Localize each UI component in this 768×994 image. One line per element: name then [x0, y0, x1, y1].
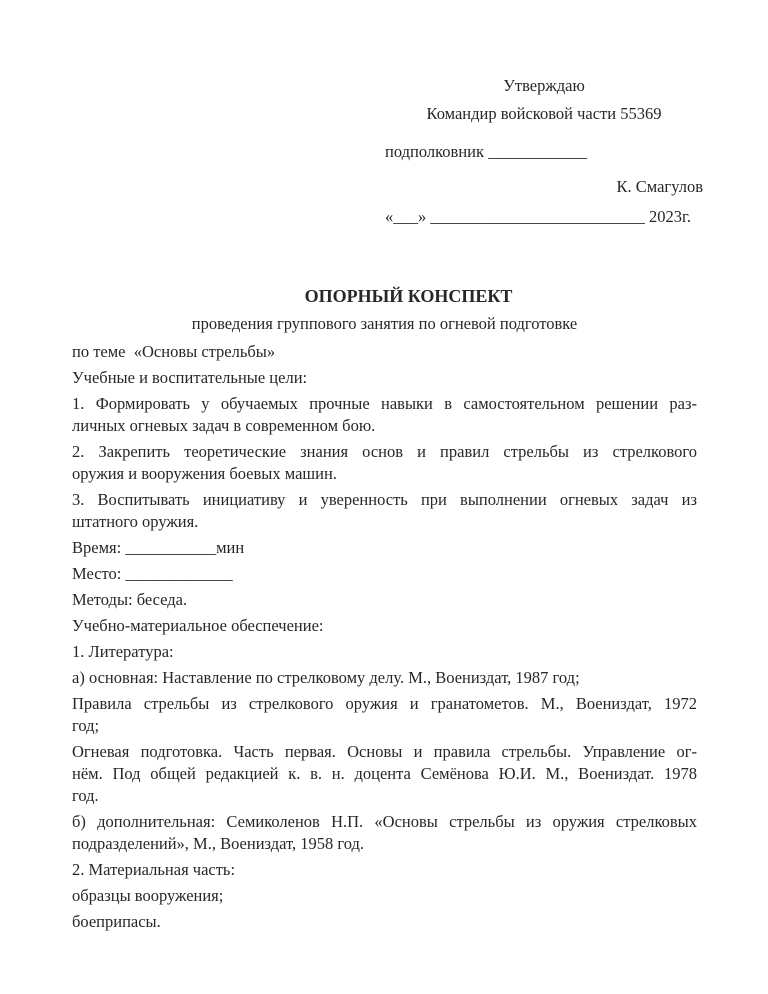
approval-line: Командир войсковой части 55369 [426, 104, 662, 123]
approval-block [385, 76, 703, 227]
text-line: 2. Материальная часть: [72, 860, 236, 879]
approval-line: «___» __________________________ 2023г. [385, 207, 692, 226]
text-line: Методы: беседа. [72, 590, 188, 609]
text-line: нём. Под общей редакцией к. в. н. доцента Семёнова Ю.И. М., Воениздат. 1978 [72, 764, 697, 783]
paragraph [72, 667, 697, 689]
paragraph [72, 885, 697, 907]
paragraph [72, 589, 697, 611]
paragraph [72, 615, 697, 637]
text-line: Место: _____________ [72, 564, 233, 583]
paragraph [72, 489, 697, 533]
approval-line: Утверждаю [503, 76, 585, 95]
text-line: год; [72, 716, 100, 735]
text-line: подразделений», М., Воениздат, 1958 год. [72, 834, 365, 853]
text-line: образцы вооружения; [72, 886, 224, 905]
text-line: Учебно-материальное обеспечение: [72, 616, 324, 635]
text-line: Правила стрельбы из стрелкового оружия и гранатометов. М., Воениздат, 1972 [72, 694, 697, 713]
text-line: Огневая подготовка. Часть первая. Основы и правила стрельбы. Управление ог- [72, 742, 697, 761]
document-subtitle: проведения группового занятия по огневой подготовке [191, 314, 578, 333]
paragraph [72, 811, 697, 855]
paragraph [72, 341, 697, 363]
text-line: б) дополнительная: Семиколенов Н.П. «Основы стрельбы из оружия стрелковых [72, 812, 697, 831]
paragraph [72, 563, 697, 585]
text-line: штатного оружия. [72, 512, 199, 531]
text-line: 2. Закрепить теоретические знания основ и правил стрельбы из стрелкового [72, 442, 697, 461]
paragraph [72, 741, 697, 807]
text-line: год. [72, 786, 99, 805]
text-line: 1. Формировать у обучаемых прочные навыки в самостоятельном решении раз- [72, 394, 697, 413]
paragraph [72, 911, 697, 933]
text-line: оружия и вооружения боевых машин. [72, 464, 337, 483]
text-line: 1. Литература: [72, 642, 174, 661]
document-title: ОПОРНЫЙ КОНСПЕКТ [304, 286, 513, 306]
paragraph [72, 393, 697, 437]
document-content [72, 285, 697, 937]
text-line: по теме «Основы стрельбы» [72, 342, 276, 361]
text-line: а) основная: Наставление по стрелковому делу. М., Воениздат, 1987 год; [72, 668, 580, 687]
approval-line: К. Смагулов [616, 177, 703, 196]
paragraph [72, 859, 697, 881]
paragraph [72, 441, 697, 485]
paragraph [72, 367, 697, 389]
paragraph [72, 641, 697, 663]
paragraph [72, 693, 697, 737]
approval-line: подполковник ____________ [385, 142, 588, 161]
document-body [72, 341, 697, 933]
text-line: Учебные и воспитательные цели: [72, 368, 308, 387]
text-line: личных огневых задач в современном бою. [72, 416, 376, 435]
text-line: Время: ___________мин [72, 538, 245, 557]
paragraph [72, 537, 697, 559]
text-line: боеприпасы. [72, 912, 161, 931]
text-line: 3. Воспитывать инициативу и уверенность при выполнении огневых задач из [72, 490, 697, 509]
